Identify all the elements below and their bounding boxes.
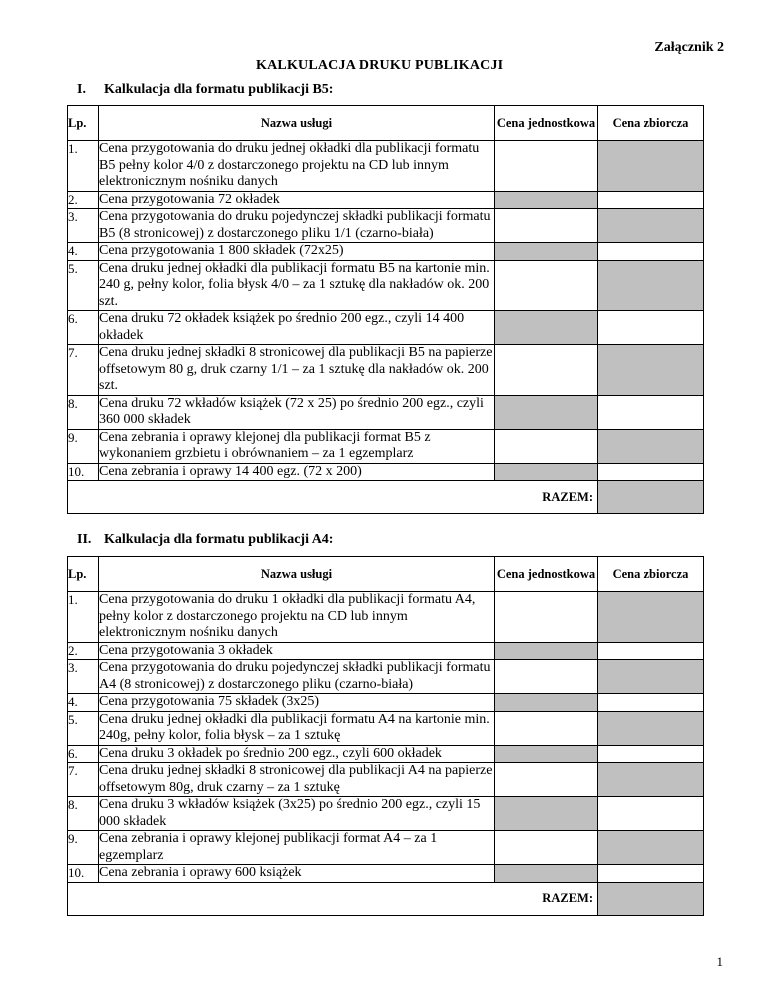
document-title: KALKULACJA DRUKU PUBLIKACJI <box>256 58 504 73</box>
total-price-cell <box>598 141 704 192</box>
unit-price-cell <box>495 191 598 209</box>
section-2-number: II. <box>77 532 92 547</box>
total-price-cell <box>598 831 704 865</box>
header-total-price: Cena zbiorcza <box>598 557 704 592</box>
service-description: Cena druku jednej okładki dla publikacji formatu B5 na kartonie min. 240 g, pełny kolor, folia błysk 4/0 – za 1 sztukę dla nakładów ok. 200 szt. <box>99 260 495 311</box>
service-description: Cena zebrania i oprawy 14 400 egz. (72 x 200) <box>99 463 495 481</box>
section-2-title: Kalkulacja dla formatu publikacji A4: <box>104 532 334 547</box>
unit-price-cell[interactable] <box>495 711 598 745</box>
unit-price-cell[interactable] <box>495 209 598 243</box>
row-number: 7. <box>68 345 99 396</box>
unit-price-cell[interactable] <box>495 260 598 311</box>
total-price-cell <box>598 260 704 311</box>
total-price-cell[interactable] <box>598 243 704 261</box>
service-description: Cena przygotowania 3 okładek <box>99 642 495 660</box>
service-description: Cena zebrania i oprawy 600 książek <box>99 865 495 883</box>
table-row <box>68 642 704 660</box>
unit-price-cell <box>495 463 598 481</box>
row-number: 4. <box>68 694 99 712</box>
table-row <box>68 660 704 694</box>
row-number: 8. <box>68 395 99 429</box>
table-row <box>68 463 704 481</box>
razem-total-cell[interactable] <box>598 882 704 915</box>
row-number: 2. <box>68 642 99 660</box>
header-service-name: Nazwa usługi <box>99 106 495 141</box>
service-description: Cena przygotowania 1 800 składek (72x25) <box>99 243 495 261</box>
service-description: Cena przygotowania do druku 1 okładki dla publikacji formatu A4, pełny kolor z dostarczonego projektu na CD lub innym elektronicznym nośniku danych <box>99 592 495 643</box>
razem-label: RAZEM: <box>68 481 598 514</box>
total-price-cell[interactable] <box>598 395 704 429</box>
service-description: Cena przygotowania do druku jednej okładki dla publikacji formatu B5 pełny kolor 4/0 z dostarczonego projektu na CD lub innym elektronicznym nośniku danych <box>99 141 495 192</box>
header-unit-price: Cena jednostkowa <box>495 557 598 592</box>
row-number: 10. <box>68 865 99 883</box>
unit-price-cell[interactable] <box>495 592 598 643</box>
table-row <box>68 711 704 745</box>
section-1-number: I. <box>77 82 86 97</box>
unit-price-cell[interactable] <box>495 345 598 396</box>
razem-label: RAZEM: <box>68 882 598 915</box>
table-row <box>68 209 704 243</box>
row-number: 5. <box>68 711 99 745</box>
total-price-cell[interactable] <box>598 745 704 763</box>
row-number: 1. <box>68 141 99 192</box>
header-service-name: Nazwa usługi <box>99 557 495 592</box>
unit-price-cell <box>495 243 598 261</box>
section-1-table <box>67 105 704 514</box>
table-row <box>68 191 704 209</box>
section-2-table <box>67 556 704 916</box>
total-price-cell[interactable] <box>598 463 704 481</box>
row-number: 7. <box>68 763 99 797</box>
row-number: 8. <box>68 797 99 831</box>
table-row <box>68 592 704 643</box>
total-price-cell <box>598 209 704 243</box>
table-row <box>68 797 704 831</box>
attachment-label: Załącznik 2 <box>654 40 724 55</box>
section-1-title: Kalkulacja dla formatu publikacji B5: <box>104 82 334 97</box>
service-description: Cena druku 3 wkładów książek (3x25) po średnio 200 egz., czyli 15 000 składek <box>99 797 495 831</box>
service-description: Cena przygotowania 75 składek (3x25) <box>99 694 495 712</box>
row-number: 3. <box>68 660 99 694</box>
table-row <box>68 345 704 396</box>
unit-price-cell <box>495 395 598 429</box>
service-description: Cena przygotowania 72 okładek <box>99 191 495 209</box>
header-unit-price: Cena jednostkowa <box>495 106 598 141</box>
header-lp: Lp. <box>68 557 99 592</box>
table-row <box>68 763 704 797</box>
table-row <box>68 311 704 345</box>
row-number: 1. <box>68 592 99 643</box>
total-price-cell[interactable] <box>598 191 704 209</box>
unit-price-cell <box>495 694 598 712</box>
total-price-cell <box>598 763 704 797</box>
table-row <box>68 745 704 763</box>
service-description: Cena druku 3 okładek po średnio 200 egz., czyli 600 okładek <box>99 745 495 763</box>
header-lp: Lp. <box>68 106 99 141</box>
header-total-price: Cena zbiorcza <box>598 106 704 141</box>
total-price-cell[interactable] <box>598 865 704 883</box>
service-description: Cena druku 72 okładek książek po średnio 200 egz., czyli 14 400 okładek <box>99 311 495 345</box>
service-description: Cena druku jednej składki 8 stronicowej dla publikacji A4 na papierze offsetowym 80g, druk czarny – za 1 sztukę <box>99 763 495 797</box>
total-price-cell[interactable] <box>598 642 704 660</box>
service-description: Cena przygotowania do druku pojedynczej składki publikacji formatu A4 (8 stronicowej) z dostarczonego pliku (czarno-biała) <box>99 660 495 694</box>
unit-price-cell[interactable] <box>495 660 598 694</box>
table-row <box>68 260 704 311</box>
row-number: 4. <box>68 243 99 261</box>
unit-price-cell[interactable] <box>495 141 598 192</box>
unit-price-cell[interactable] <box>495 763 598 797</box>
service-description: Cena zebrania i oprawy klejonej dla publikacji format B5 z wykonaniem grzbietu i obrównaniem – za 1 egzemplarz <box>99 429 495 463</box>
row-number: 5. <box>68 260 99 311</box>
total-price-cell <box>598 429 704 463</box>
total-price-cell <box>598 592 704 643</box>
table-row <box>68 243 704 261</box>
row-number: 6. <box>68 311 99 345</box>
total-price-cell <box>598 711 704 745</box>
unit-price-cell <box>495 311 598 345</box>
service-description: Cena druku jednej okładki dla publikacji formatu A4 na kartonie min. 240g, pełny kolor, folia błysk – za 1 sztukę <box>99 711 495 745</box>
row-number: 3. <box>68 209 99 243</box>
total-price-cell <box>598 345 704 396</box>
row-number: 6. <box>68 745 99 763</box>
table-row <box>68 141 704 192</box>
total-price-cell <box>598 660 704 694</box>
unit-price-cell <box>495 865 598 883</box>
service-description: Cena przygotowania do druku pojedynczej składki publikacji formatu B5 (8 stronicowej) z dostarczonego pliku 1/1 (czarno-biała) <box>99 209 495 243</box>
total-price-cell[interactable] <box>598 797 704 831</box>
table-row <box>68 865 704 883</box>
total-price-cell[interactable] <box>598 694 704 712</box>
unit-price-cell <box>495 797 598 831</box>
razem-total-cell[interactable] <box>598 481 704 514</box>
service-description: Cena zebrania i oprawy klejonej publikacji format A4 – za 1 egzemplarz <box>99 831 495 865</box>
total-price-cell[interactable] <box>598 311 704 345</box>
row-number: 10. <box>68 463 99 481</box>
unit-price-cell[interactable] <box>495 831 598 865</box>
unit-price-cell <box>495 642 598 660</box>
unit-price-cell <box>495 745 598 763</box>
row-number: 9. <box>68 831 99 865</box>
row-number: 2. <box>68 191 99 209</box>
unit-price-cell[interactable] <box>495 429 598 463</box>
page-number: 1 <box>716 954 723 969</box>
row-number: 9. <box>68 429 99 463</box>
table-row <box>68 831 704 865</box>
service-description: Cena druku jednej składki 8 stronicowej dla publikacji B5 na papierze offsetowym 80 g, druk czarny 1/1 – za 1 sztukę dla nakładów ok. 200 szt. <box>99 345 495 396</box>
service-description: Cena druku 72 wkładów książek (72 x 25) po średnio 200 egz., czyli 360 000 składek <box>99 395 495 429</box>
table-row <box>68 429 704 463</box>
table-row <box>68 694 704 712</box>
table-row <box>68 395 704 429</box>
